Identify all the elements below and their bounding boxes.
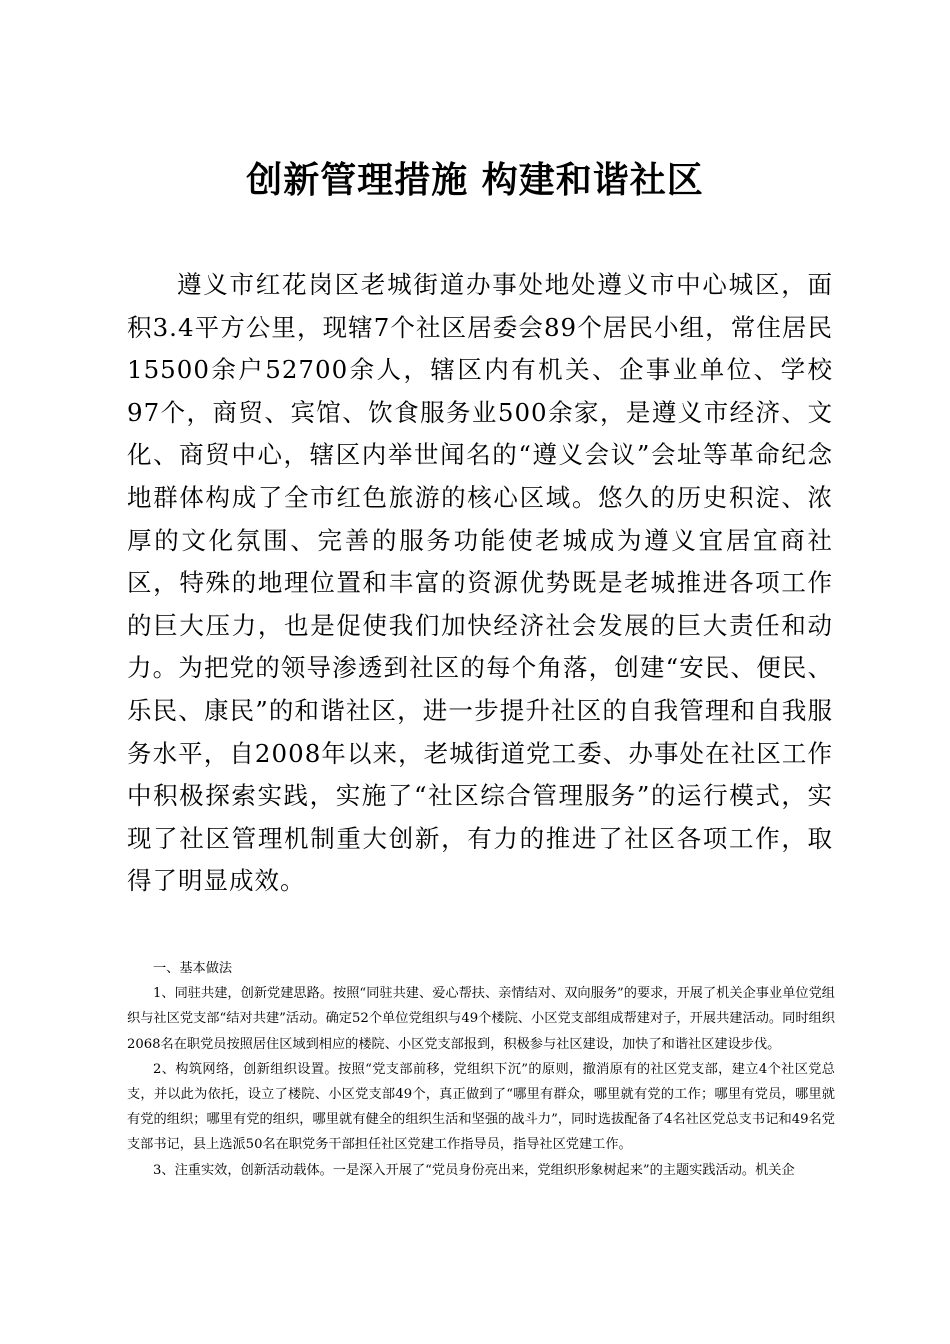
intro-paragraph: 遵义市红花岗区老城街道办事处地处遵义市中心城区，面积3.4平方公里，现辖7个社区居委会89个居民小组，常住居民15500余户52700余人，辖区内有机关、企事业单位、学校97个，商贸、宾馆、饮食服务业500余家，是遵义市经济、文化、商贸中心，辖区内举世闻名的“遵义会议”会址等革命纪念地群体构成了全市红色旅游的核心区域。悠久的历史积淀、浓厚的文化氛围、完善的服务功能使老城成为遵义宜居宜商社区，特殊的地理位置和丰富的资源优势既是老城推进各项工作的巨大压力，也是促使我们加快经济社会发展的巨大责任和动力。为把党的领导渗透到社区的每个角落，创建“安民、便民、乐民、康民”的和谐社区，进一步提升社区的自我管理和自我服务水平，自2008年以来，老城街道党工委、办事处在社区工作中积极探索实践，实施了“社区综合管理服务”的运行模式，实现了社区管理机制重大创新，有力的推进了社区各项工作，取得了明显成效。 [127,270,833,896]
body-paragraph: 3、注重实效，创新活动载体。一是深入开展了“党员身份亮出来，党组织形象树起来”的主题实践活动。机关企 [153,1162,795,1178]
body-section [127,956,835,1183]
document-title: 创新管理措施 构建和谐社区 [246,159,704,201]
section-heading: 一、基本做法 [153,961,233,976]
body-paragraph: 2、构筑网络，创新组织设置。按照“党支部前移，党组织下沉”的原则，撤消原有的社区党支部，建立4个社区党总支，并以此为依托，设立了楼院、小区党支部49个，真正做到了“哪里有群众，哪里就有党的工作；哪里有党员，哪里就有党的组织；哪里有党的组织，哪里就有健全的组织生活和坚强的战斗力”，同时选拔配备了4名社区党总支书记和49名党支部书记，县上选派50名在职党务干部担任社区党建工作指导员，指导社区党建工作。 [127,1061,835,1153]
body-paragraph: 1、同驻共建，创新党建思路。按照“同驻共建、爱心帮扶、亲情结对、双向服务”的要求，开展了机关企事业单位党组织与社区党支部“结对共建”活动。确定52个单位党组织与49个楼院、小区党支部组成帮建对子，开展共建活动。同时组织2068名在职党员按照居住区域到相应的楼院、小区党支部报到，积极参与社区建设，加快了和谐社区建设步伐。 [127,986,835,1052]
